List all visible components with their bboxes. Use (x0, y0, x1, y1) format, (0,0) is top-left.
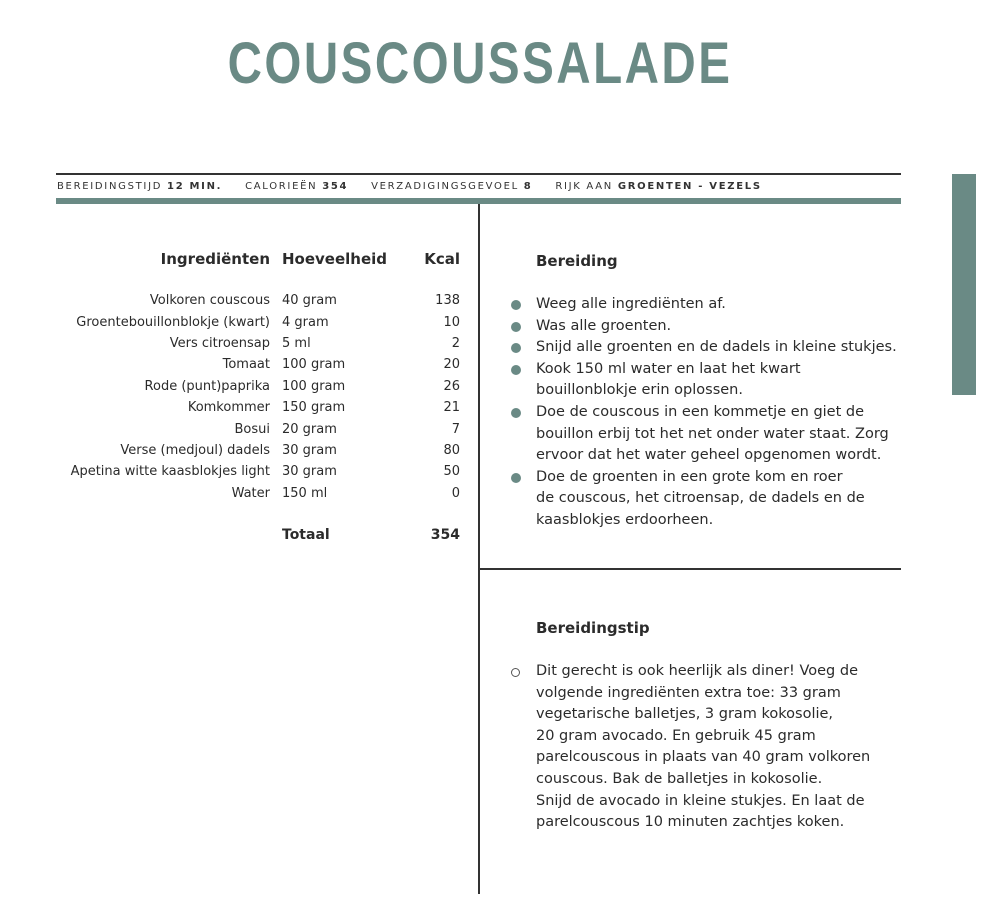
step-text-line: bouillonblokje erin oplossen. (536, 382, 743, 399)
tip-text-line: parelcouscous in plaats van 40 gram volkoren (536, 749, 871, 766)
ingredient-kcal: 21 (443, 400, 460, 416)
ingredient-amount: 4 gram (282, 314, 329, 330)
preparation-step (508, 316, 908, 338)
tip-item (508, 661, 908, 834)
meta-top-divider (56, 173, 901, 175)
ingredient-amount: 100 gram (282, 378, 346, 394)
step-text-line: Kook 150 ml water en laat het kwart (536, 360, 801, 377)
meta-label: BEREIDINGSTIJD (57, 181, 163, 192)
step-text-line: Snijd alle groenten en de dadels in kleine stukjes. (536, 339, 897, 356)
ingredient-name: Komkommer (187, 400, 270, 416)
meta-prep-time (57, 181, 222, 192)
ingredient-row (56, 333, 460, 354)
section-divider (479, 568, 901, 570)
bullet-icon (511, 408, 521, 418)
ingredient-name: Tomaat (222, 357, 270, 373)
header-kcal: Kcal (424, 250, 460, 268)
ingredient-name: Verse (medjoul) dadels (120, 442, 270, 458)
ingredient-row (56, 376, 460, 397)
step-text-line: Doe de groenten in een grote kom en roer (536, 468, 843, 485)
tip-text-line: vegetarische balletjes, 3 gram kokosolie, (536, 706, 834, 723)
preparation-step (508, 337, 908, 359)
bullet-icon (511, 365, 521, 375)
bullet-icon (511, 300, 521, 310)
meta-calories (245, 181, 348, 192)
meta-label: VERZADIGINGSGEVOEL (371, 181, 519, 192)
ingredient-row (56, 354, 460, 375)
ingredient-kcal: 10 (443, 314, 460, 330)
ingredient-amount: 20 gram (282, 421, 337, 437)
step-text-line: kaasblokjes erdoorheen. (536, 511, 714, 528)
bullet-icon (511, 473, 521, 483)
hollow-bullet-icon (511, 668, 520, 677)
step-text-line: ervoor dat het water geheel opgenomen wordt. (536, 447, 882, 464)
ingredient-name: Water (231, 485, 270, 501)
meta-value: GROENTEN - VEZELS (617, 181, 762, 192)
ingredient-row (56, 418, 460, 439)
tip-text-line: volgende ingrediënten extra toe: 33 gram (536, 684, 841, 701)
meta-rich-in (555, 181, 761, 192)
ingredient-row (56, 461, 460, 482)
ingredients-header-row (56, 250, 460, 290)
preparation-step (508, 359, 908, 402)
preparation-step (508, 467, 908, 532)
ingredient-amount: 5 ml (282, 335, 311, 351)
ingredient-amount: 40 gram (282, 293, 337, 309)
ingredients-table (56, 250, 460, 545)
meta-value: 12 MIN. (167, 181, 223, 192)
tip-text-line: couscous. Bak de balletjes in kokosolie. (536, 770, 823, 787)
meta-value: 354 (322, 181, 349, 192)
header-ingredients: Ingrediënten (160, 250, 270, 268)
ingredient-kcal: 2 (451, 335, 460, 351)
preparation-step (508, 402, 908, 467)
ingredient-row (56, 311, 460, 332)
ingredient-kcal: 26 (443, 378, 460, 394)
step-text-line: Doe de couscous in een kommetje en giet de (536, 403, 865, 420)
ingredient-row (56, 290, 460, 311)
page-title: COUSCOUSSALADE (227, 31, 733, 96)
ingredient-name: Vers citroensap (169, 335, 270, 351)
meta-info-bar (57, 181, 902, 192)
step-text-line: bouillon erbij tot het net onder water staat. Zorg (536, 425, 889, 442)
tip-title: Bereidingstip (536, 619, 650, 637)
ingredient-kcal: 20 (443, 357, 460, 373)
ingredient-kcal: 80 (443, 442, 460, 458)
step-text-line: Weeg alle ingrediënten af. (536, 296, 726, 312)
tip-list (508, 661, 908, 834)
ingredient-amount: 30 gram (282, 464, 337, 480)
preparation-title: Bereiding (536, 252, 618, 270)
tip-text-line: parelcouscous 10 minuten zachtjes koken. (536, 814, 845, 831)
ingredient-name: Volkoren couscous (149, 293, 270, 309)
meta-value: 8 (523, 181, 533, 192)
ingredient-name: Rode (punt)paprika (144, 378, 270, 394)
ingredient-name: Bosui (234, 421, 270, 437)
preparation-step (508, 294, 908, 316)
ingredient-row (56, 440, 460, 461)
column-divider (478, 204, 480, 894)
ingredient-name: Apetina witte kaasblokjes light (70, 464, 270, 480)
ingredient-amount: 150 gram (282, 400, 346, 416)
bullet-icon (511, 322, 521, 332)
ingredient-kcal: 50 (443, 464, 460, 480)
ingredient-amount: 30 gram (282, 442, 337, 458)
ingredient-name: Groentebouillonblokje (kwart) (76, 314, 270, 330)
meta-label: RIJK AAN (555, 181, 613, 192)
tip-text-line: 20 gram avocado. En gebruik 45 gram (536, 727, 816, 744)
ingredient-kcal: 138 (435, 293, 460, 309)
total-spacer (56, 504, 270, 545)
ingredient-kcal: 7 (451, 421, 460, 437)
ingredient-kcal: 0 (451, 485, 460, 501)
step-text-line: de couscous, het citroensap, de dadels en de (536, 490, 865, 507)
tip-text-line: Snijd de avocado in kleine stukjes. En laat de (536, 792, 865, 809)
ingredient-row (56, 397, 460, 418)
step-text-line: Was alle groenten. (536, 317, 672, 334)
preparation-steps (508, 294, 908, 532)
side-accent-tab (952, 174, 976, 395)
total-row (56, 504, 460, 545)
ingredients-body (56, 290, 460, 504)
total-label: Totaal (282, 526, 330, 543)
ingredient-amount: 100 gram (282, 357, 346, 373)
ingredient-amount: 150 ml (282, 485, 328, 501)
meta-label: CALORIEËN (245, 181, 318, 192)
total-kcal: 354 (430, 526, 460, 543)
header-amount: Hoeveelheid (282, 250, 388, 268)
meta-satiety (371, 181, 532, 192)
tip-text (536, 661, 908, 834)
tip-text-line: Dit gerecht is ook heerlijk als diner! Voeg de (536, 663, 858, 679)
ingredient-row (56, 483, 460, 504)
bullet-icon (511, 343, 521, 353)
